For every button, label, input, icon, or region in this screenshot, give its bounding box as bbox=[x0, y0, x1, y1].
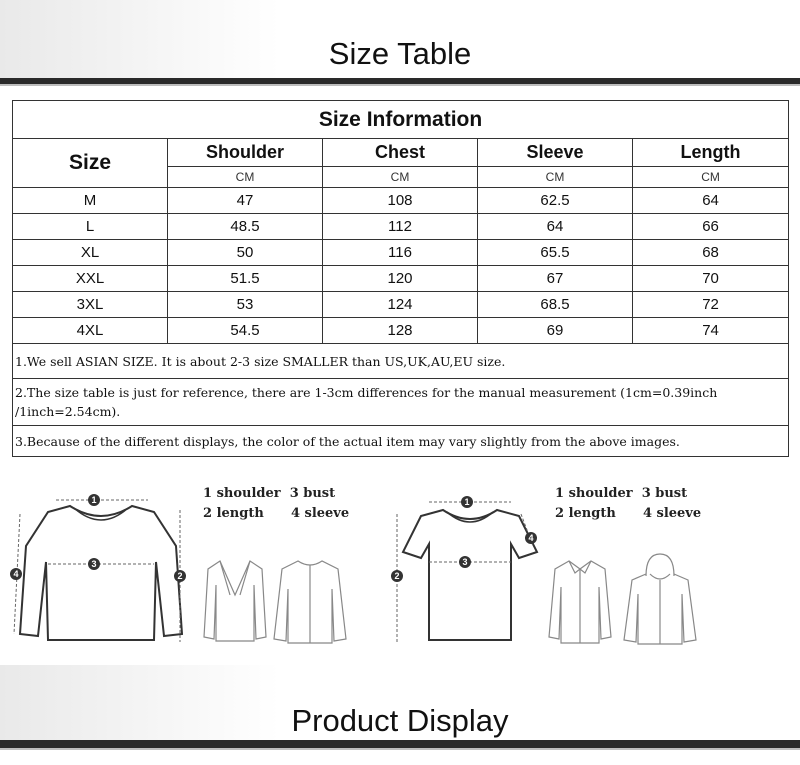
table-title: Size Information bbox=[13, 101, 789, 139]
table-cell: 64 bbox=[633, 188, 789, 214]
table-cell: 53 bbox=[168, 292, 323, 318]
column-header-sleeve: Sleeve bbox=[478, 139, 633, 167]
table-cell: 68 bbox=[633, 240, 789, 266]
legend-length: 2 length bbox=[203, 506, 264, 521]
table-cell: 50 bbox=[168, 240, 323, 266]
table-cell: 120 bbox=[323, 266, 478, 292]
marker-label: 2 bbox=[177, 571, 183, 581]
shirt-sketch-icon bbox=[545, 555, 615, 647]
unit-label: CM bbox=[478, 167, 633, 188]
table-cell: 68.5 bbox=[478, 292, 633, 318]
marker-label: 2 bbox=[394, 571, 400, 581]
table-cell: 67 bbox=[478, 266, 633, 292]
footer-divider-light bbox=[0, 748, 800, 750]
size-cell: 3XL bbox=[13, 292, 168, 318]
table-cell: 72 bbox=[633, 292, 789, 318]
table-cell: 74 bbox=[633, 318, 789, 344]
footer-title: Product Display bbox=[291, 703, 509, 738]
footer-divider bbox=[0, 740, 800, 748]
size-table bbox=[12, 100, 789, 457]
table-row bbox=[13, 292, 789, 318]
table-cell: 69 bbox=[478, 318, 633, 344]
legend-shoulder: 1 shoulder bbox=[203, 486, 281, 501]
unit-label: CM bbox=[323, 167, 478, 188]
table-cell: 51.5 bbox=[168, 266, 323, 292]
marker-label: 1 bbox=[91, 495, 97, 505]
header-divider-light bbox=[0, 84, 800, 86]
legend-bust: 3 bust bbox=[641, 486, 688, 501]
note-color: 3.Because of the different displays, the color of the actual item may vary slightly from the above images. bbox=[13, 426, 789, 457]
marker-label: 4 bbox=[528, 533, 534, 543]
legend-sleeve: 4 sleeve bbox=[642, 506, 702, 521]
table-cell: 128 bbox=[323, 318, 478, 344]
table-cell: 66 bbox=[633, 214, 789, 240]
sweater-measurement-diagram bbox=[8, 484, 198, 654]
table-cell: 62.5 bbox=[478, 188, 633, 214]
table-row bbox=[13, 240, 789, 266]
marker-label: 4 bbox=[13, 569, 19, 579]
jacket-sketch-icon bbox=[270, 555, 350, 645]
table-cell: 64 bbox=[478, 214, 633, 240]
table-cell: 54.5 bbox=[168, 318, 323, 344]
table-row bbox=[13, 214, 789, 240]
marker-label: 3 bbox=[462, 557, 468, 567]
right-legend bbox=[555, 484, 701, 524]
unit-label: CM bbox=[633, 167, 789, 188]
note-asian-size: 1.We sell ASIAN SIZE. It is about 2-3 size SMALLER than US,UK,AU,EU size. bbox=[13, 344, 789, 379]
table-cell: 48.5 bbox=[168, 214, 323, 240]
marker-label: 3 bbox=[91, 559, 97, 569]
table-cell: 70 bbox=[633, 266, 789, 292]
table-cell: 112 bbox=[323, 214, 478, 240]
legend-bust: 3 bust bbox=[289, 486, 336, 501]
size-cell: L bbox=[13, 214, 168, 240]
size-cell: XL bbox=[13, 240, 168, 266]
legend-length: 2 length bbox=[555, 506, 616, 521]
size-cell: 4XL bbox=[13, 318, 168, 344]
hoodie-sketch-icon bbox=[620, 550, 700, 648]
column-header-shoulder: Shoulder bbox=[168, 139, 323, 167]
table-cell: 124 bbox=[323, 292, 478, 318]
left-legend bbox=[203, 484, 349, 524]
size-column-header: Size bbox=[13, 139, 168, 188]
marker-label: 1 bbox=[464, 497, 470, 507]
tshirt-measurement-diagram bbox=[385, 484, 545, 654]
table-cell: 47 bbox=[168, 188, 323, 214]
legend-sleeve: 4 sleeve bbox=[290, 506, 350, 521]
table-row bbox=[13, 266, 789, 292]
size-cell: M bbox=[13, 188, 168, 214]
table-row bbox=[13, 318, 789, 344]
table-cell: 108 bbox=[323, 188, 478, 214]
note-reference: 2.The size table is just for reference, there are 1-3cm differences for the manual measurement (1cm=0.39inch /1inch=2.54cm). bbox=[13, 379, 789, 426]
size-cell: XXL bbox=[13, 266, 168, 292]
legend-shoulder: 1 shoulder bbox=[555, 486, 633, 501]
column-header-chest: Chest bbox=[323, 139, 478, 167]
page-title: Size Table bbox=[328, 36, 472, 71]
table-cell: 116 bbox=[323, 240, 478, 266]
table-cell: 65.5 bbox=[478, 240, 633, 266]
unit-label: CM bbox=[168, 167, 323, 188]
blazer-sketch-icon bbox=[200, 555, 270, 645]
column-header-length: Length bbox=[633, 139, 789, 167]
table-row bbox=[13, 188, 789, 214]
